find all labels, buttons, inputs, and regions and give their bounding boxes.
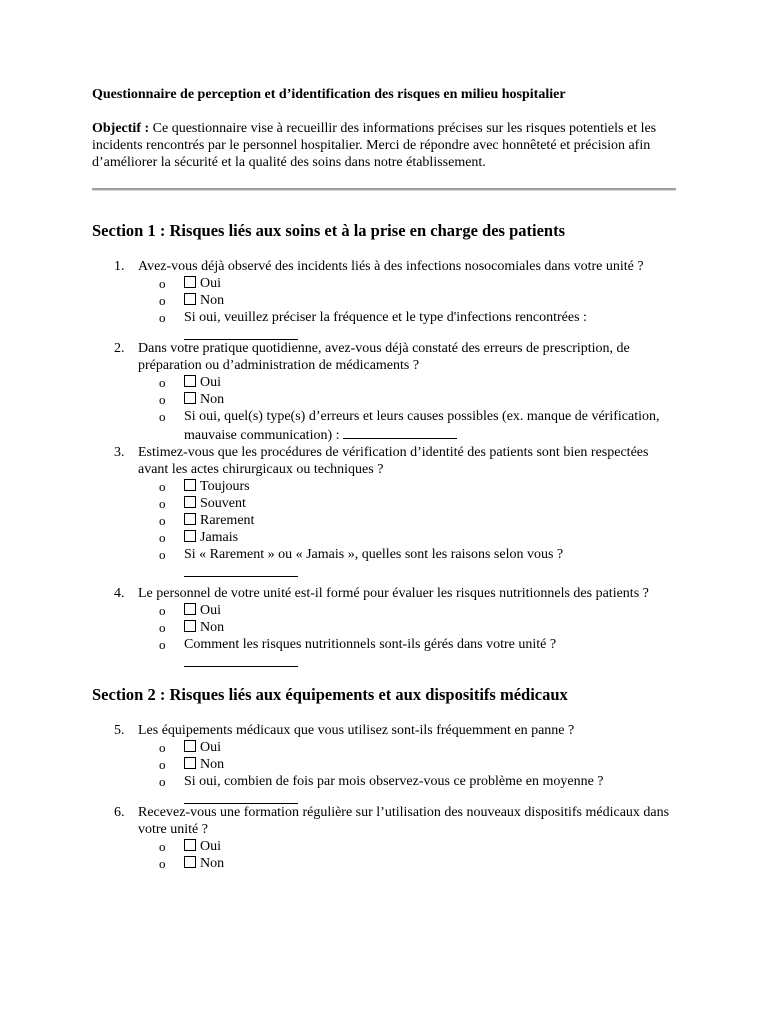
option-details (138, 636, 678, 667)
question-number: 2. (114, 341, 125, 356)
checkbox-icon[interactable] (184, 856, 196, 868)
answer-blank-line[interactable] (184, 563, 298, 577)
option-label: Non (200, 392, 225, 407)
option-label: Si oui, quel(s) type(s) d’erreurs et leurs causes possibles (ex. manque de vérification, mauvaise communication) : (184, 409, 660, 443)
checkbox-icon[interactable] (184, 839, 196, 851)
bullet-marker: o (159, 310, 166, 325)
option-label: Jamais (200, 530, 239, 545)
question-3 (92, 444, 678, 577)
option-non[interactable] (138, 619, 678, 636)
section-1-questions (92, 258, 678, 667)
option-non[interactable] (138, 391, 678, 408)
option-label: Oui (200, 603, 221, 618)
bullet-marker: o (159, 856, 166, 871)
option-label: Non (200, 620, 225, 635)
option-label: Si oui, veuillez préciser la fréquence et le type d'infections rencontrées : (184, 310, 587, 325)
option-oui[interactable] (138, 602, 678, 619)
question-2 (92, 340, 678, 444)
option-label: Oui (200, 839, 221, 854)
bullet-marker: o (159, 774, 166, 789)
option-details (138, 546, 678, 577)
checkbox-icon[interactable] (184, 293, 196, 305)
answer-blank-line[interactable] (184, 790, 298, 804)
bullet-marker: o (159, 620, 166, 635)
bullet-marker: o (159, 513, 166, 528)
question-4 (92, 585, 678, 667)
bullet-marker: o (159, 409, 166, 424)
option-label: Si « Rarement » ou « Jamais », quelles sont les raisons selon vous ? (184, 547, 564, 562)
question-number: 6. (114, 805, 125, 820)
checkbox-icon[interactable] (184, 620, 196, 632)
option-details (138, 773, 678, 804)
question-6 (92, 804, 678, 872)
bullet-marker: o (159, 530, 166, 545)
objective-text: Ce questionnaire vise à recueillir des informations précises sur les risques potentiels et les incidents rencontrés par le personnel hospitalier. Merci de répondre avec honnêteté et précision afin d’améliorer la sécurité et la qualité des soins dans notre établissement. (92, 121, 657, 170)
question-text: Les équipements médicaux que vous utilisez sont-ils fréquemment en panne ? (138, 723, 575, 738)
checkbox-icon[interactable] (184, 276, 196, 288)
bullet-marker: o (159, 375, 166, 390)
question-1 (92, 258, 678, 340)
option-label: Oui (200, 375, 221, 390)
checkbox-icon[interactable] (184, 530, 196, 542)
option-rarement[interactable] (138, 512, 678, 529)
question-text: Avez-vous déjà observé des incidents liés à des infections nosocomiales dans votre unité ? (138, 259, 644, 274)
horizontal-divider (92, 188, 676, 191)
bullet-marker: o (159, 757, 166, 772)
option-label: Oui (200, 740, 221, 755)
objective-label: Objectif : (92, 121, 150, 136)
option-label: Oui (200, 276, 221, 291)
checkbox-icon[interactable] (184, 392, 196, 404)
bullet-marker: o (159, 276, 166, 291)
checkbox-icon[interactable] (184, 513, 196, 525)
question-1-options (138, 275, 678, 340)
option-oui[interactable] (138, 739, 678, 756)
option-non[interactable] (138, 756, 678, 773)
question-number: 1. (114, 259, 125, 274)
bullet-marker: o (159, 603, 166, 618)
section-2-questions (92, 722, 678, 872)
document-title: Questionnaire de perception et d’identification des risques en milieu hospitalier (92, 87, 566, 102)
option-toujours[interactable] (138, 478, 678, 495)
option-label: Si oui, combien de fois par mois observez-vous ce problème en moyenne ? (184, 774, 604, 789)
option-souvent[interactable] (138, 495, 678, 512)
option-non[interactable] (138, 855, 678, 872)
answer-blank-line[interactable] (184, 326, 298, 340)
bullet-marker: o (159, 479, 166, 494)
option-details (138, 408, 678, 444)
option-label: Souvent (200, 496, 246, 511)
checkbox-icon[interactable] (184, 603, 196, 615)
question-6-options (138, 838, 678, 872)
checkbox-icon[interactable] (184, 740, 196, 752)
option-label: Non (200, 856, 225, 871)
option-oui[interactable] (138, 374, 678, 391)
option-label: Toujours (200, 479, 250, 494)
question-text: Le personnel de votre unité est-il formé pour évaluer les risques nutritionnels des patients ? (138, 586, 649, 601)
document-page (92, 86, 678, 872)
question-text: Estimez-vous que les procédures de vérification d’identité des patients sont bien respectées avant les actes chirurgicaux ou techniques ? (138, 445, 649, 477)
question-4-options (138, 602, 678, 667)
option-jamais[interactable] (138, 529, 678, 546)
question-3-options (138, 478, 678, 577)
bullet-marker: o (159, 392, 166, 407)
bullet-marker: o (159, 547, 166, 562)
bullet-marker: o (159, 740, 166, 755)
option-non[interactable] (138, 292, 678, 309)
question-2-options (138, 374, 678, 444)
section-1-title: Section 1 : Risques liés aux soins et à la prise en charge des patients (92, 221, 566, 240)
option-label: Comment les risques nutritionnels sont-ils gérés dans votre unité ? (184, 637, 557, 652)
option-label: Non (200, 293, 225, 308)
checkbox-icon[interactable] (184, 757, 196, 769)
option-oui[interactable] (138, 275, 678, 292)
question-text: Recevez-vous une formation régulière sur l’utilisation des nouveaux dispositifs médicaux dans votre unité ? (138, 805, 670, 837)
bullet-marker: o (159, 839, 166, 854)
answer-blank-line[interactable] (343, 425, 457, 439)
question-number: 5. (114, 723, 125, 738)
option-label: Non (200, 757, 225, 772)
option-oui[interactable] (138, 838, 678, 855)
question-number: 3. (114, 445, 125, 460)
question-number: 4. (114, 586, 125, 601)
question-5 (92, 722, 678, 804)
option-label: Rarement (200, 513, 255, 528)
option-details (138, 309, 678, 340)
bullet-marker: o (159, 637, 166, 652)
checkbox-icon[interactable] (184, 496, 196, 508)
question-5-options (138, 739, 678, 804)
answer-blank-line[interactable] (184, 653, 298, 667)
bullet-marker: o (159, 293, 166, 308)
checkbox-icon[interactable] (184, 375, 196, 387)
section-2-title: Section 2 : Risques liés aux équipements et aux dispositifs médicaux (92, 685, 568, 704)
question-text: Dans votre pratique quotidienne, avez-vous déjà constaté des erreurs de prescription, de préparation ou d’administration de médicaments ? (138, 341, 630, 373)
bullet-marker: o (159, 496, 166, 511)
checkbox-icon[interactable] (184, 479, 196, 491)
objective-paragraph (92, 120, 678, 171)
